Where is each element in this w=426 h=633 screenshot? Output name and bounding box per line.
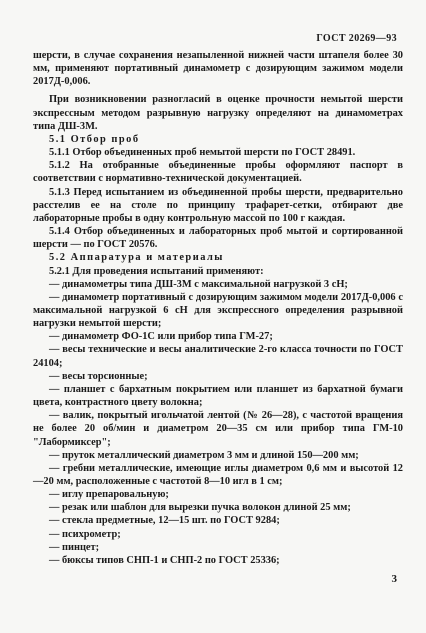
section-heading: 5.2 Аппаратура и материалы bbox=[49, 252, 224, 264]
paragraph: — валик, покрытый игольчатой лентой (№ 26—28), с частотой вращения не более 20 об/мин и диаметром 20—35 см или прибор типа ГМ-10 "Лабормиксер"; bbox=[33, 410, 403, 448]
paragraph: 5.1.2 На отобранные объединенные пробы оформляют паспорт в соответствии с нормативно-технической документацией. bbox=[33, 160, 403, 185]
paragraph: 5.2.1 Для проведения испытаний применяют: bbox=[49, 265, 264, 277]
section-heading: 5.1 Отбор проб bbox=[49, 133, 140, 145]
paragraph: 5.1.1 Отбор объединенных проб немытой шерсти по ГОСТ 28491. bbox=[49, 147, 356, 159]
paragraph: — весы технические и весы аналитические 2-го класса точности по ГОСТ 24104; bbox=[33, 344, 403, 369]
paragraph: — резак или шаблон для вырезки пучка волокон длиной 25 мм; bbox=[49, 502, 351, 514]
paragraph: — динамометры типа ДШ-3М с максимальной нагрузкой 3 сН; bbox=[49, 278, 348, 290]
paragraph: — весы торсионные; bbox=[49, 370, 148, 382]
paragraph: 5.1.4 Отбор объединенных и лабораторных проб мытой и сортированной шерсти — по ГОСТ 20576. bbox=[33, 226, 403, 251]
paragraph: шерсти, в случае сохранения незапыленной нижней части штапеля более 30 мм, применяют портативный динамометр с дозирующим зажимом модели 2017Д-0,006. bbox=[33, 50, 403, 88]
paragraph: — планшет с бархатным покрытием или планшет из бархатной бумаги цвета, контрастного цвету волокна; bbox=[33, 383, 403, 409]
paragraph: — иглу препаровальную; bbox=[49, 489, 169, 501]
document-body bbox=[33, 49, 403, 567]
page-number: 3 bbox=[391, 573, 397, 585]
paragraph: — гребни металлические, имеющие иглы диаметром 0,6 мм и высотой 12—20 мм, расположенные с частотой 8—10 игл в 1 см; bbox=[33, 462, 403, 487]
paragraph: — пинцет; bbox=[49, 541, 100, 553]
standard-header: ГОСТ 20269—93 bbox=[316, 33, 397, 44]
paragraph: — динамометр портативный с дозирующим зажимом модели 2017Д-0,006 с максимальной нагрузкой 6 сН для экспрессного определения разрывной нагрузки немытой шерсти; bbox=[33, 291, 403, 330]
paragraph: — динамометр ФО-1С или прибор типа ГМ-27; bbox=[49, 331, 273, 343]
paragraph: 5.1.3 Перед испытанием из объединенной пробы шерсти, предварительно расстелив ее на столе по принципу трафарет-сетки, отбирают две лабораторные пробы в одну контрольную массой по 100 г каждая. bbox=[33, 186, 403, 224]
paragraph: — стекла предметные, 12—15 шт. по ГОСТ 9284; bbox=[49, 515, 280, 527]
paragraph: — пруток металлический диаметром 3 мм и длиной 150—200 мм; bbox=[49, 449, 359, 461]
paragraph: При возникновении разногласий в оценке прочности немытой шерсти экспрессным методом разрывную нагрузку определяют на динамометрах типа ДШ-3М. bbox=[33, 94, 403, 132]
paragraph: — психрометр; bbox=[49, 528, 121, 540]
paragraph: — бюксы типов СНП-1 и СНП-2 по ГОСТ 25336; bbox=[49, 554, 280, 566]
